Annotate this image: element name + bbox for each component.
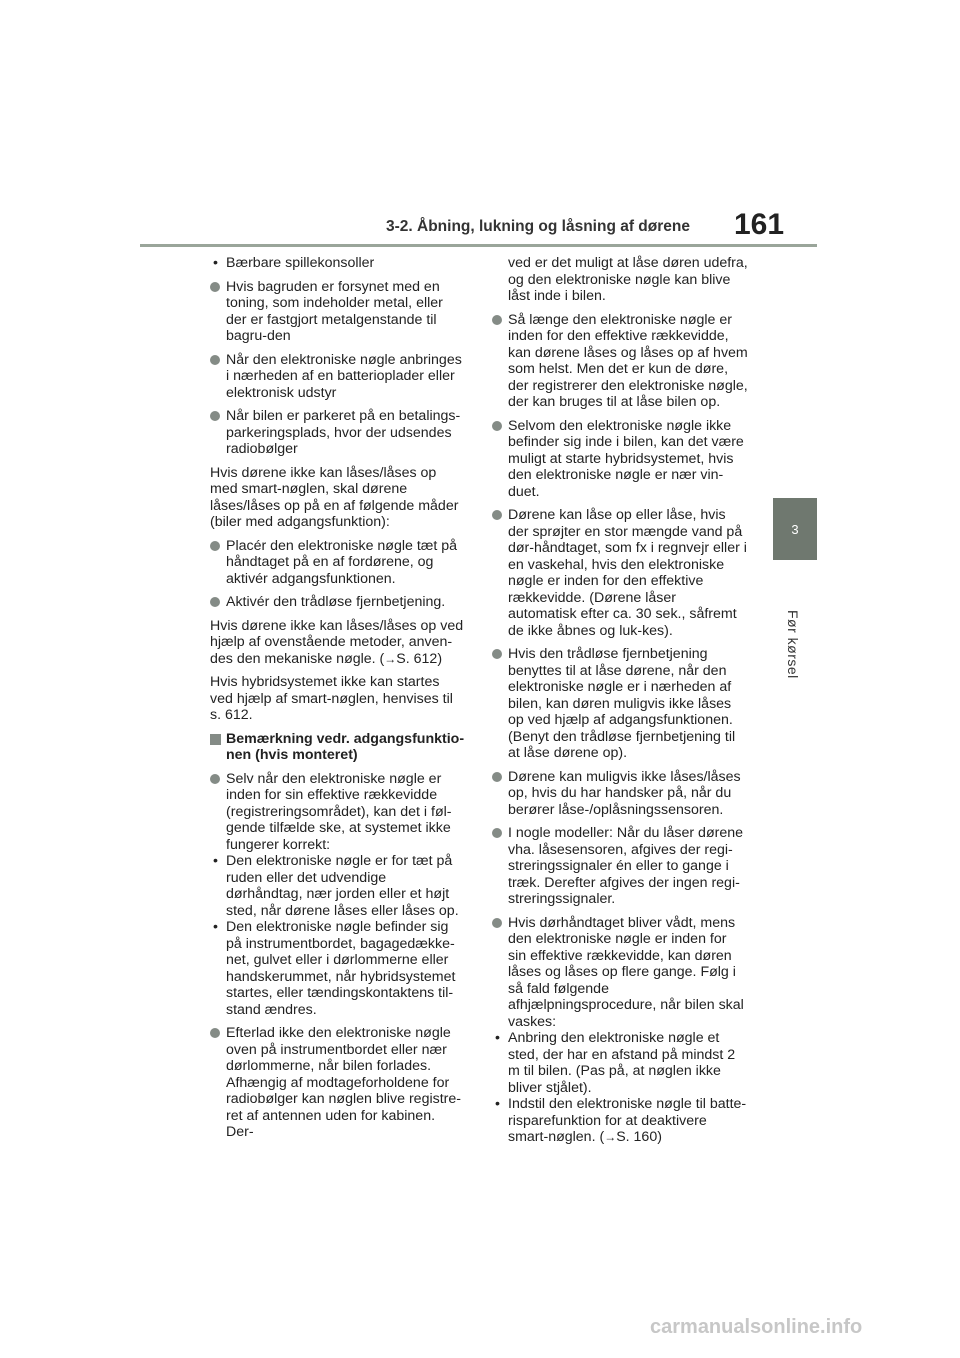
list-item: Selvom den elektroniske nøgle ikke befinder sig inde i bilen, kan det være muligt at starte hybridsystemet, hvis den elektroniske nøgle er nær vin-duet. xyxy=(492,418,748,501)
list-item: Dørene kan muligvis ikke låses/låses op, hvis du har handsker på, når du berører låse-/oplåsningssensoren. xyxy=(492,769,748,819)
list-item: Når bilen er parkeret på en betalings-parkeringsplads, hvor der udsendes radiobølger xyxy=(210,408,466,458)
paragraph: Hvis dørene ikke kan låses/låses op med smart-nøglen, skal dørene låses/låses op på en af følgende måder (biler med adgangsfunktion): xyxy=(210,464,459,530)
bullet-icon: • xyxy=(213,919,218,935)
list-item: Når den elektroniske nøgle anbringes i nærheden af en batterioplader eller elektronisk udstyr xyxy=(210,352,466,402)
chapter-tab xyxy=(773,498,817,560)
paragraph: Hvis hybridsystemet ikke kan startes ved hjælp af smart-nøglen, henvises til s. 612. xyxy=(210,674,453,723)
bullet-icon: • xyxy=(213,853,218,869)
list-item: Hvis den trådløse fjernbetjening benyttes til at låse dørene, når den elektroniske nøgle er i nærheden af bilen, kan døren muligvis ikke låses op ved hjælp af adgangsfunktionen. (Benyt den trådløse fjernbetjening til at låse dørene op). xyxy=(492,646,748,762)
circle-bullet-icon xyxy=(210,1028,220,1038)
subheading: Bemærkning vedr. adgangsfunktio-nen (hvis monteret) xyxy=(210,731,466,764)
page-reference[interactable]: S. 612) xyxy=(396,650,443,667)
arrow-icon: → xyxy=(384,651,397,666)
list-item: • Indstil den elektroniske nøgle til batte-risparefunktion for at deaktivere smart-nøglen. (→S. 160) xyxy=(495,1096,747,1145)
arrow-icon: → xyxy=(604,1130,617,1144)
circle-bullet-icon xyxy=(492,315,502,325)
left-column xyxy=(210,255,466,1148)
circle-bullet-icon xyxy=(492,772,502,782)
page-reference[interactable]: S. 160) xyxy=(616,1129,662,1145)
square-bullet-icon xyxy=(210,734,221,745)
bullet-icon: • xyxy=(495,1030,500,1046)
list-item: • Den elektroniske nøgle er for tæt på ruden eller det udvendige dørhåndtag, nær jorden eller et højt sted, når dørene låses eller låses op. xyxy=(213,853,459,919)
list-item: Efterlad ikke den elektroniske nøgle oven på instrumentbordet eller nær dørlommerne, når bilen forlades. Afhængig af modtageforholdene for radiobølger kan nøglen blive registre-ret af antennen uden for kabinen. Der- xyxy=(210,1025,466,1141)
chapter-label: Før kørsel xyxy=(785,610,801,679)
paragraph: ved er det muligt at låse døren udefra, og den elektroniske nøgle kan blive låst inde i bilen. xyxy=(508,255,748,304)
page-number: 161 xyxy=(734,208,785,241)
chapter-number: 3 xyxy=(791,521,799,537)
circle-bullet-icon xyxy=(492,918,502,928)
circle-bullet-icon xyxy=(210,282,220,292)
bullet-icon: • xyxy=(213,255,218,271)
circle-bullet-icon xyxy=(210,355,220,365)
section-title: 3-2. Åbning, lukning og låsning af dørene xyxy=(386,218,690,235)
list-item: • Bærbare spillekonsoller xyxy=(213,255,375,271)
right-column xyxy=(492,255,748,1146)
paragraph: Hvis dørene ikke kan låses/låses op ved hjælp af ovenstående metoder, anven-des den mekaniske nøgle. (→S. 612) xyxy=(210,617,464,667)
circle-bullet-icon xyxy=(210,541,220,551)
circle-bullet-icon xyxy=(210,774,220,784)
circle-bullet-icon xyxy=(492,828,502,838)
header-divider xyxy=(140,244,817,247)
circle-bullet-icon xyxy=(492,510,502,520)
list-item: Hvis dørhåndtaget bliver vådt, mens den elektroniske nøgle er inden for sin effektive rækkevidde, kan døren låses og låses op flere gange. Følg i så fald følgende afhjælpningsprocedure, når bilen skal vaskes: xyxy=(492,915,748,1031)
list-item: Placér den elektroniske nøgle tæt på håndtaget på en af fordørene, og aktivér adgangsfunktionen. xyxy=(210,538,466,588)
list-item: • Anbring den elektroniske nøgle et sted, der har en afstand på mindst 2 m til bilen. (Pas på, at nøglen ikke bliver stjålet). xyxy=(495,1030,736,1096)
circle-bullet-icon xyxy=(210,597,220,607)
list-item: Aktivér den trådløse fjernbetjening. xyxy=(210,594,466,611)
list-item: Dørene kan låse op eller låse, hvis der sprøjter en stor mængde vand på dør-håndtaget, som fx i regnvejr eller i en vaskehal, hvis den elektroniske nøgle er inden for den effektive rækkevidde. (Dørene låser automatisk efter ca. 30 sek., såfremt de ikke åbnes og luk-kes). xyxy=(492,507,748,639)
circle-bullet-icon xyxy=(492,649,502,659)
list-item: Hvis bagruden er forsynet med en toning, som indeholder metal, eller der er fastgjort metalgenstande til bagru-den xyxy=(210,279,466,345)
list-item: I nogle modeller: Når du låser dørene vha. låsesensoren, afgives der regi-streringssignaler én eller to gange i træk. Derefter afgives der ingen regi-streringssignaler. xyxy=(492,825,748,908)
list-item: • Den elektroniske nøgle befinder sig på instrumentbordet, bagagedække-net, gulvet eller i dørlommerne eller handskerummet, når hybridsystemet startes, eller tændingskontaktens til-stand ændres. xyxy=(213,919,456,1018)
list-item: Selv når den elektroniske nøgle er inden for sin effektive rækkevidde (registreringsområdet), kan det i føl-gende tilfælde ske, at systemet ikke fungerer korrekt: xyxy=(210,771,466,854)
bullet-icon: • xyxy=(495,1096,500,1112)
watermark: carmanualsonline.info xyxy=(650,1316,863,1338)
circle-bullet-icon xyxy=(492,421,502,431)
list-item: Så længe den elektroniske nøgle er inden for den effektive rækkevidde, kan dørene låses og låses op af hvem som helst. Men det er kun de døre, der registrerer den elektroniske nøgle, der kan bruges til at låse bilen op. xyxy=(492,312,748,411)
circle-bullet-icon xyxy=(210,411,220,421)
